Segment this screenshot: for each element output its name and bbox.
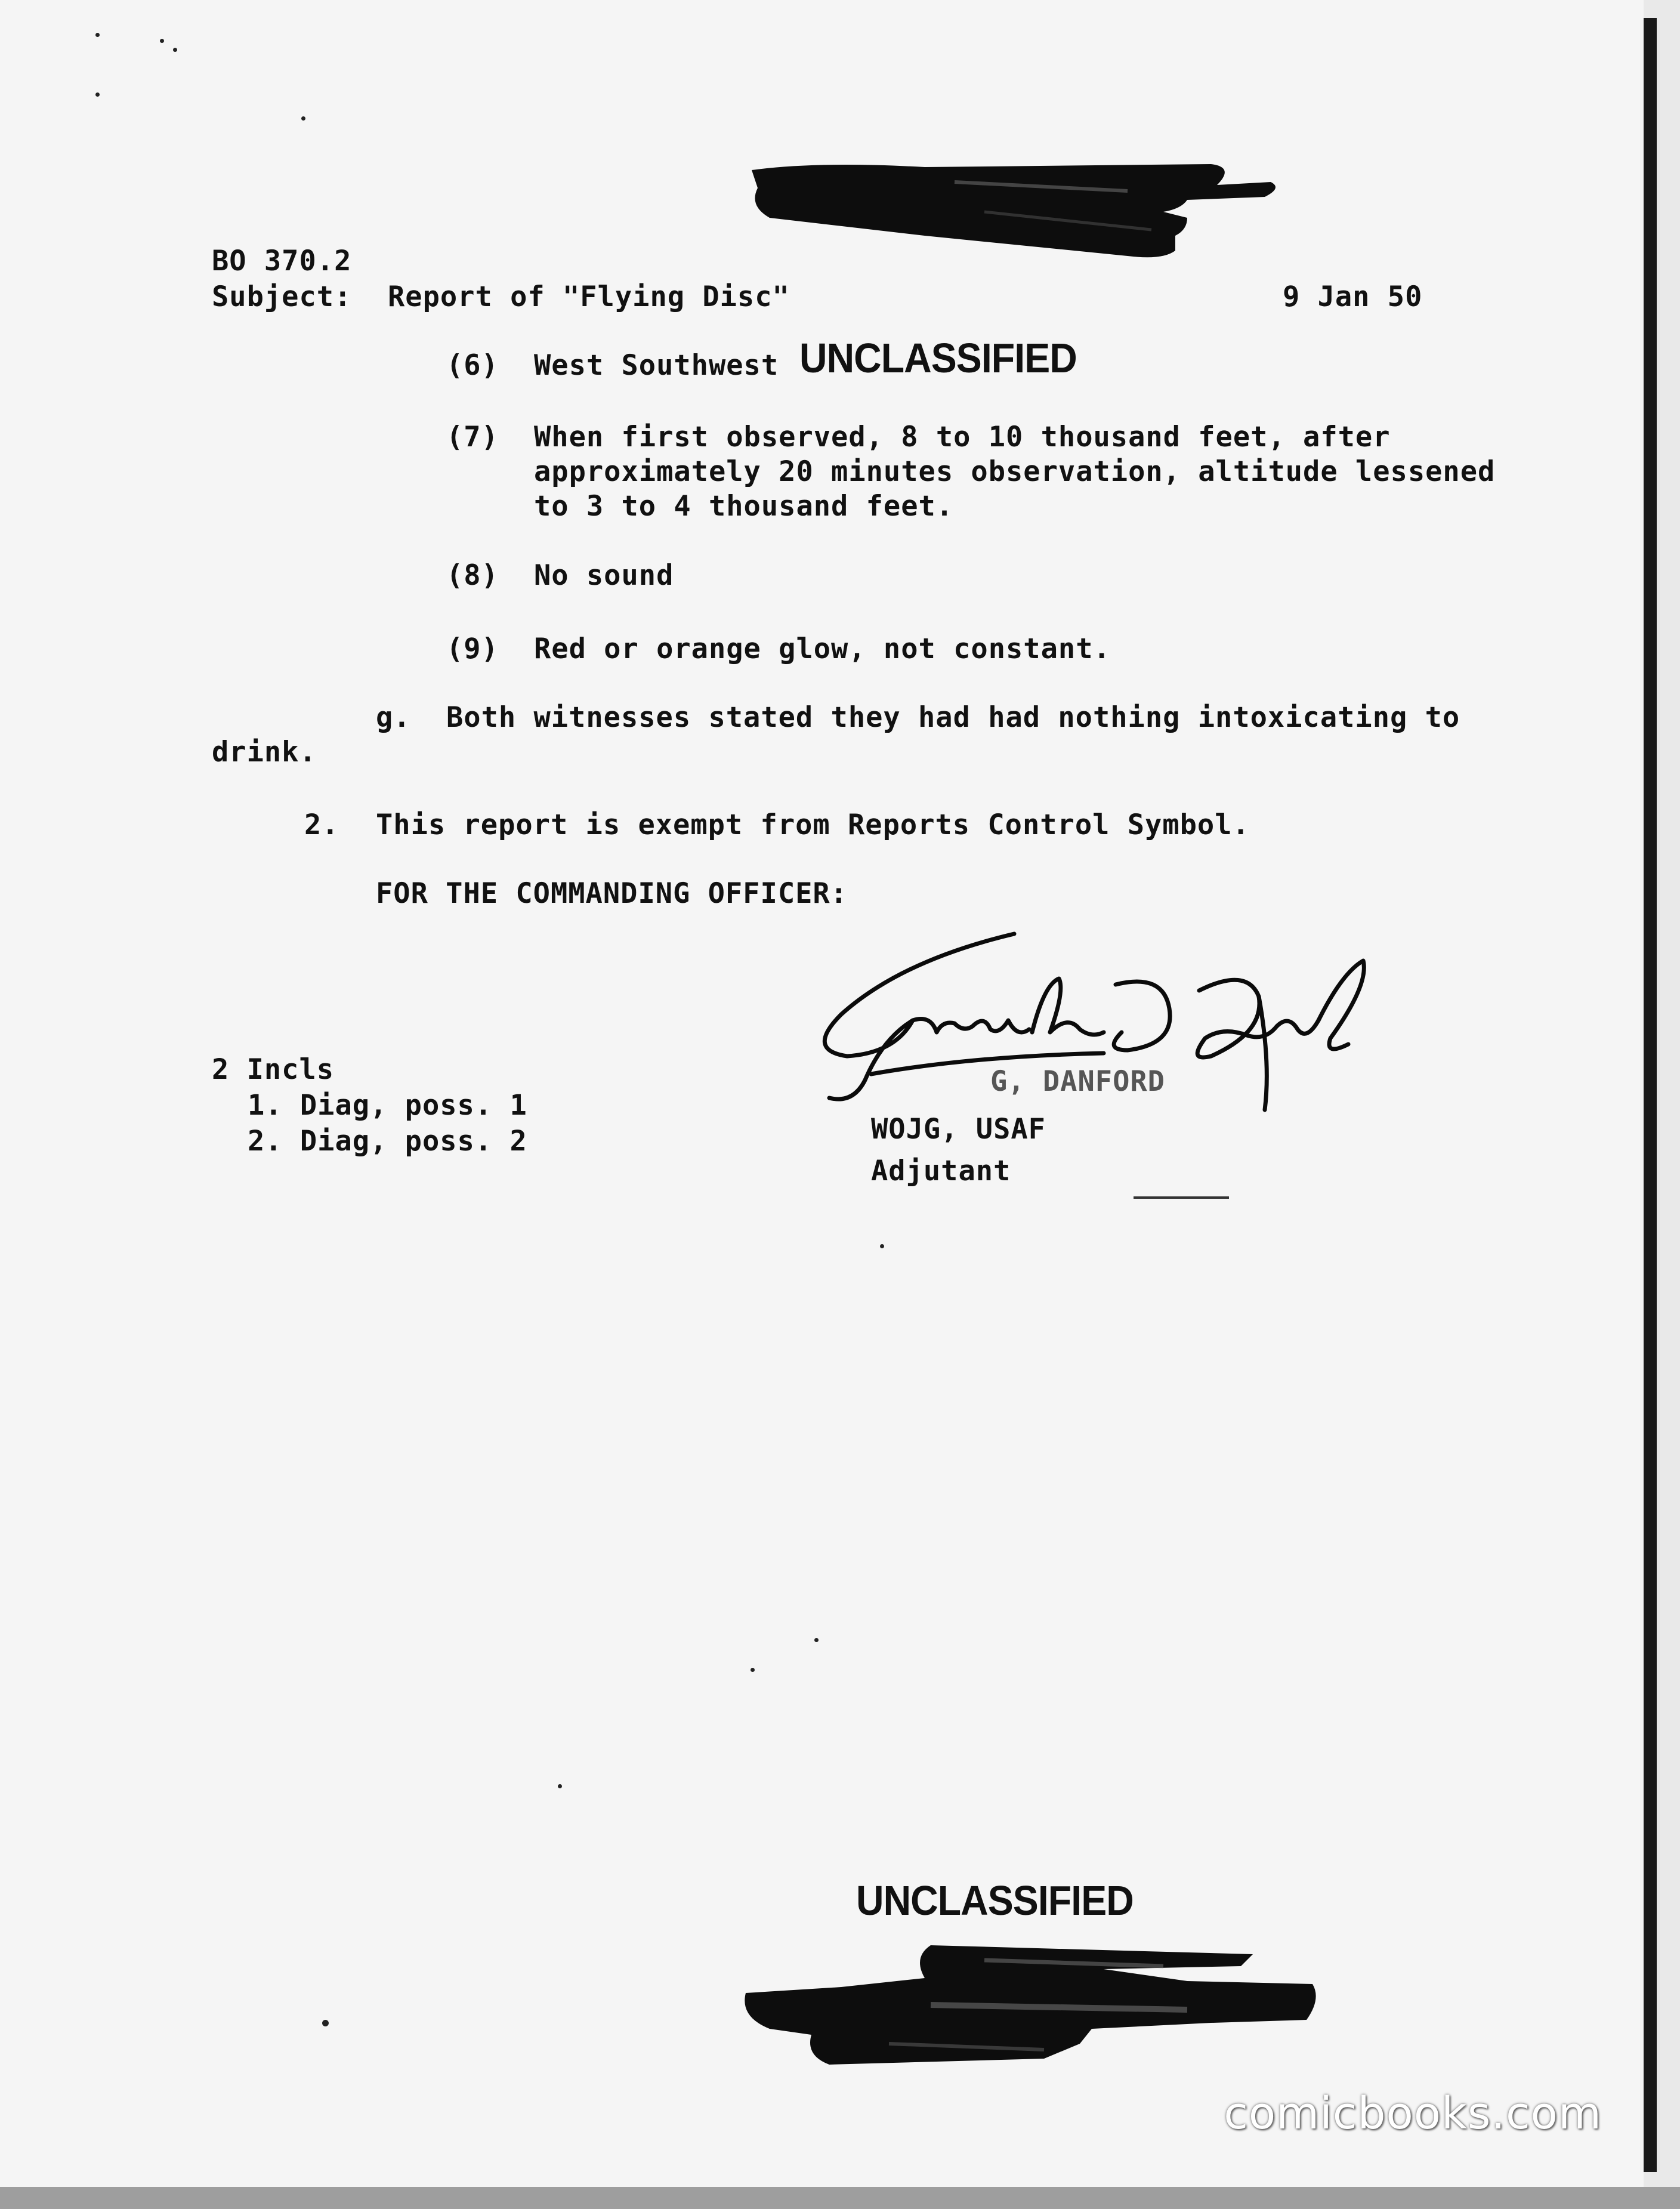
paper-speck (173, 48, 177, 52)
file-reference: BO 370.2 (212, 245, 352, 277)
paper-speck (95, 92, 100, 97)
enclosures-title: 2 Incls (212, 1053, 335, 1086)
paper-speck (160, 39, 164, 43)
item-9-number: (9) (446, 633, 499, 665)
paper-speck (880, 1244, 884, 1248)
paper-speck (558, 1784, 562, 1788)
item-6-text: West Southwest (534, 349, 779, 382)
signer-name: G, DANFORD (990, 1065, 1165, 1098)
item-6-number: (6) (446, 349, 499, 382)
subject-text: Report of "Flying Disc" (388, 280, 790, 313)
closing-line: FOR THE COMMANDING OFFICER: (376, 877, 848, 910)
paragraph-g-letter: g. (376, 701, 411, 734)
scan-edge-bottom (0, 2187, 1680, 2209)
subject-label: Subject: (212, 280, 352, 313)
item-9-text: Red or orange glow, not constant. (534, 633, 1111, 665)
item-7-line-3: to 3 to 4 thousand feet. (534, 490, 954, 523)
paragraph-g-line-1: Both witnesses stated they had had nothing intoxicating to (446, 701, 1460, 734)
watermark: comicbooks.com (1224, 2088, 1602, 2139)
item-8-number: (8) (446, 559, 499, 592)
paper-speck (814, 1638, 819, 1642)
signer-title: Adjutant (871, 1155, 1011, 1187)
signer-rank: WOJG, USAF (871, 1113, 1046, 1146)
unclassified-stamp-bottom: UNCLASSIFIED (856, 1877, 1134, 1924)
paper-speck (751, 1668, 755, 1672)
item-7-line-2: approximately 20 minutes observation, altitude lessened (534, 455, 1496, 488)
paragraph-2-text: This report is exempt from Reports Control Symbol. (376, 809, 1250, 841)
scan-edge-right (1644, 18, 1657, 2172)
bottom-redaction (734, 1939, 1324, 2071)
paper-speck (301, 116, 305, 121)
document-date: 9 Jan 50 (1283, 280, 1423, 313)
item-7-number: (7) (446, 421, 499, 453)
signature-underline (1134, 1196, 1229, 1199)
paragraph-g-line-2: drink. (212, 736, 317, 769)
paper-speck (322, 2020, 329, 2026)
handwritten-signature (793, 925, 1378, 1116)
paper-speck (95, 33, 100, 37)
enclosure-item: 1. Diag, poss. 1 (248, 1089, 527, 1122)
item-8-text: No sound (534, 559, 674, 592)
item-7-line-1: When first observed, 8 to 10 thousand feet, after (534, 421, 1391, 453)
unclassified-stamp-top: UNCLASSIFIED (799, 335, 1077, 381)
top-redaction (746, 140, 1295, 269)
enclosure-item: 2. Diag, poss. 2 (248, 1125, 527, 1158)
paragraph-2-number: 2. (304, 809, 339, 841)
